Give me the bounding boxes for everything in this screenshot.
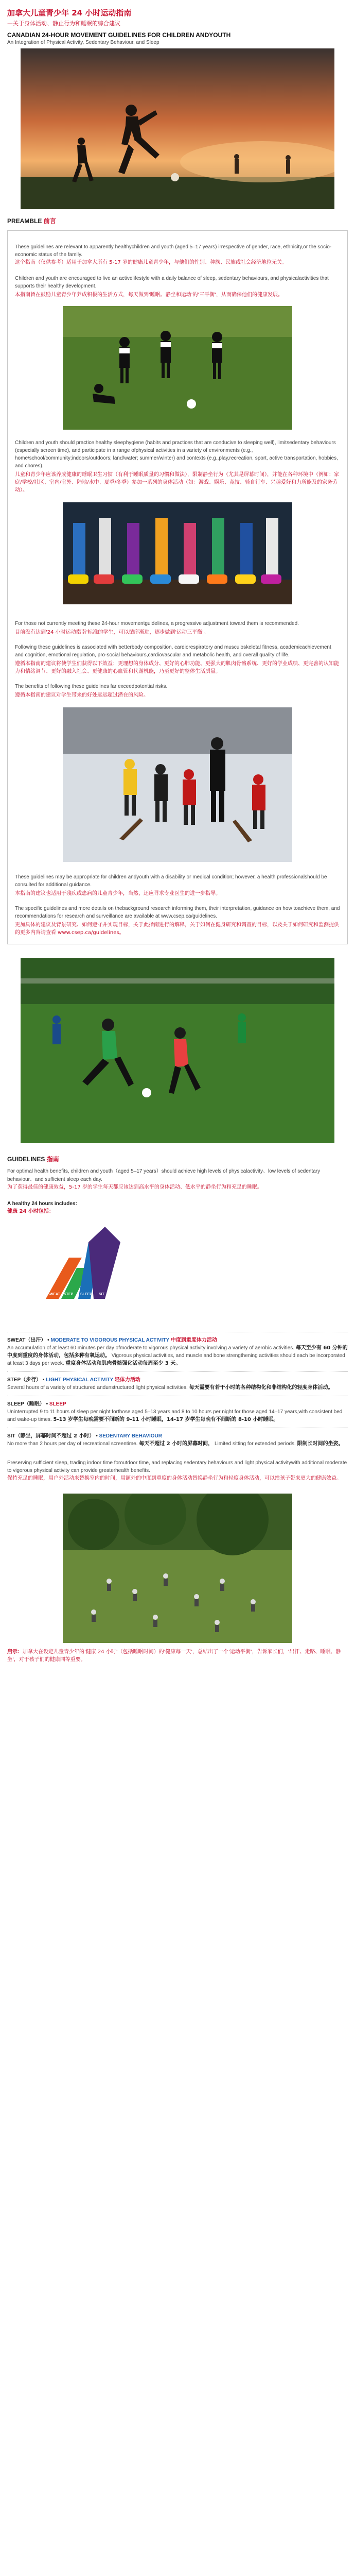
preamble-p4-cn: 目前没有达到'24 小时运动指南'标准的学生，可以循序渐进，逐步做到'运动三平衡'。 (15, 630, 209, 635)
item-body-en: Uninterrupted 9 to 11 hours of sleep per night forthose aged 5–13 years and 8 to 10 hours per night for those aged 14–17 years,with consistent bed and wake-up times. (7, 1409, 343, 1422)
item-body-cn: 每天不超过 2 小时的屏幕时间， (139, 1440, 214, 1447)
guidelines-intro-cn: 为了获得最佳的健康效益，5-17 岁的学生每天都应该达到高水平的身体活动、低水平的静坐行为和充足的睡眠。 (7, 1184, 262, 1190)
item-title-en: MODERATE TO VIGOROUS PHYSICAL ACTIVITY (50, 1337, 170, 1343)
footer-label: 启示： (7, 1649, 23, 1655)
item-body-en: An accumulation of at least 60 minutes per day ofmoderate to vigorous physical activity involving a variety of aerobic activities. (7, 1345, 295, 1351)
item-body2-cn: 限制长时间的坐姿。 (297, 1440, 344, 1447)
label-sleep: SLEEP (80, 1292, 92, 1296)
item-dot: • (96, 1433, 98, 1439)
preamble-p3-en: Children and youth should practice healthy sleephygiene (habits and practices that are conducive to sleeping well), limitsedentary behaviours (especially screen time), and participate in a range ofphysical activities in a variety of environments (e.g., home/school/community;indoors/outdoors; land/water; summer/winter) and contexts (e.g.,play,recreation, sport, active transportation, hobbies, and chores). (15, 440, 338, 469)
healthy-hours (7, 1201, 348, 1214)
guidelines-heading-cn: 指南 (46, 1156, 59, 1163)
preamble-p1-en: These guidelines are relevant to apparently healthychildren and youth (aged 5–17 years) irrespective of gender, race, ethnicity,or the socio-economic status of the family. (15, 244, 332, 258)
guidelines-heading (7, 1155, 348, 1163)
item-key-en: STEP (7, 1377, 21, 1383)
preamble-heading-cn: 前言 (43, 217, 56, 225)
photo-kids-colorful-shoes (63, 502, 292, 604)
healthy-hours-en: A healthy 24 hours includes: (7, 1200, 77, 1207)
preamble-p8-cn: 更加具体的建议及背景研究、如何遵守并实现目标，关于此指南进行的解释，关于如何在健身研究和调查的目标，以及关于如何研究和监测提供的更多内容请查看 www.csep.ca/guidelines。 (15, 922, 339, 936)
guideline-items (7, 1332, 348, 1452)
footer-note (7, 1648, 348, 1672)
preamble-p7-cn: 本指南的建议也适用于残疾或患病的儿童青少年，当然，还应寻求专业医生的进一步指导。 (15, 891, 221, 896)
item-key-en: SLEEP (7, 1401, 24, 1407)
item-key-cn: （步行） (21, 1377, 42, 1383)
item-body-en: Several hours of a variety of structured andunstructured light physical activities. (7, 1384, 188, 1391)
preamble-p6-cn: 遵循本指南的建议对学生带来的好处远远超过潜在的风险。 (15, 692, 149, 698)
item-body2-cn: 重度身体活动和肌肉骨骼强化活动每周至少 3 天。 (65, 1360, 181, 1366)
subtitle-cn: —关于身体活动、静止行为和睡眠的综合建议 (7, 20, 120, 27)
item-body-en: No more than 2 hours per day of recreational screentime. (7, 1440, 138, 1447)
guidelines-closing (7, 1459, 348, 1482)
item-title-en: SLEEP (49, 1401, 66, 1407)
photo-park-crowd (63, 1494, 292, 1643)
item-dot: • (42, 1377, 45, 1383)
item-dot: • (47, 1337, 49, 1343)
preamble-p1-cn: 这个指南（仅供参考）适用于加拿大所有 5-17 岁的健康儿童青少年，与他们的性别、种族、民族或社会经济地位无关。 (15, 260, 288, 265)
item-key-en: SIT (7, 1433, 15, 1439)
preamble-p6-en: The benefits of following these guidelines far exceedpotential risks. (15, 684, 168, 689)
preamble-p4-en: For those not currently meeting these 24-hour movementguidelines, a progressive adjustment toward them is recommended. (15, 621, 299, 626)
movement-24h-graphic (38, 1222, 136, 1309)
preamble-heading (7, 216, 348, 225)
hero-photo-soccer-sunset (21, 48, 334, 209)
closing-en: Preserving sufficient sleep, trading indoor time foroutdoor time, and replacing sedentary behaviours and light physical activitywith additional moderate to vigorous physical activity can provide greaterhealth benefits. (7, 1460, 347, 1473)
guideline-item-sweat (7, 1332, 348, 1371)
preamble-heading-en: PREAMBLE (7, 217, 42, 225)
preamble-p5-en: Following these guidelines is associated with betterbody composition, cardiorespiratory and musculoskeletal fitness, academicachievement and cognition, emotional regulation, pro-social behaviours,cardiovascular and metabolic health, and overall quality of life. (15, 645, 331, 658)
item-body2-en: Limited sitting for extended periods. (214, 1440, 296, 1447)
label-sweat: SWEAT (47, 1292, 60, 1296)
label-step: STEP (64, 1292, 74, 1296)
guideline-item-sleep (7, 1396, 348, 1428)
closing-cn: 保持充足的睡眠，用户外活动来替换室内的时间，用额外的中度到重度的身体活动替换静坐行为和轻度身体活动，可以给孩子带来更大的健康效益。 (7, 1475, 342, 1481)
preamble-p2-en: Children and youth are encouraged to live an activelifestyle with a daily balance of sleep, sedentary behaviours, and physicalactivities that supports their healthy development. (15, 276, 329, 289)
guideline-item-step (7, 1371, 348, 1396)
item-body-cn: 每天需要有若干小时的各种结构化和非结构化的轻度身体活动。 (189, 1384, 333, 1391)
title-en: CANADIAN 24-HOUR MOVEMENT GUIDELINES FOR CHILDREN ANDYOUTH (7, 31, 231, 39)
item-title-cn: 轻体力活动 (114, 1377, 140, 1383)
item-title-en: LIGHT PHYSICAL ACTIVITY (46, 1377, 114, 1383)
guidelines-intro (7, 1167, 348, 1192)
preamble-p5-cn: 遵循本指南的建议将使学生们获得以下效益：更理想的身体成分、更好的心肺功能、更强大的肌肉骨骼系统、更好的学业成绩、更完善的认知能力和情绪调节、更好的融入社会、更健康的心血管和代谢机能，乃至更好的整体生活质量。 (15, 661, 339, 674)
item-key-cn: （睡眠） (24, 1401, 45, 1407)
subtitle-en: An Integration of Physical Activity, Sedentary Behaviour, and Sleep (7, 40, 159, 45)
item-body-cn: 5-13 岁学生每晚需要不间断的 9-11 小时睡眠，14-17 岁学生每晚有不间断的 8-10 小时睡眠。 (53, 1416, 279, 1422)
guidelines-intro-en: For optimal health benefits, children and youth（aged 5–17 years）should achieve high levels of physicalactivity、low levels of sedentary behaviour、and sufficient sleep each day. (7, 1168, 321, 1182)
item-title-en: SEDENTARY BEHAVIOUR (99, 1433, 162, 1439)
preamble-p3-cn: 儿童和青少年应该养成健康的睡眠卫生习惯（有利于睡眠质量的习惯和做法），限制静坐行为（尤其是屏幕时间），并能在各种环境中（例如：家庭/学校/社区、室内/室外、陆地/水中、夏季/冬季）参加一系列的身体活动（如：游戏、娱乐、竞技、骑自行车、兴趣爱好和力所能及的家务劳动）。 (15, 472, 339, 493)
article-header (0, 0, 355, 45)
preamble-p8-en: The specific guidelines and more details on thebackground research informing them, their interpretation, guidance on how toachieve them, and recommendations for research and surveillance are available at www.csep.ca/guidelines. (15, 906, 340, 919)
photo-soccer-match-field (21, 958, 334, 1143)
title-cn: 加拿大儿童青少年 24 小时运动指南 (7, 8, 132, 18)
photo-kids-soccer-field (63, 306, 292, 430)
item-key-cn: （出汗） (25, 1337, 46, 1343)
item-key-en: SWEAT (7, 1337, 26, 1343)
item-body-cn: 每天至少有 60 分钟的中度到重度的身体活动，包括多种有氧运动。 (7, 1345, 348, 1359)
healthy-hours-cn: 健康 24 小时包括： (7, 1208, 54, 1214)
item-title-cn: 中度到重度体力活动 (170, 1337, 217, 1343)
preamble-p2-cn: 本指南旨在鼓励儿童青少年养成积极的生活方式，每天做到'睡眠、静坐和运动'的'三平衡'，从而确保他们的健康发展。 (15, 292, 283, 298)
guidelines-heading-en: GUIDELINES (7, 1156, 45, 1163)
preamble-p7-en: These guidelines may be appropriate for children andyouth with a disability or medical condition; however, a health professionalshould be consulted for additional guidance. (15, 874, 327, 888)
item-key-cn: （静坐，屏幕时间不超过 2 小时） (15, 1433, 95, 1439)
guideline-item-sit (7, 1428, 348, 1452)
footer-text: 加拿大在设定儿童青少年的'健康 24 小时'（包括睡眠时间）的'健康每一天'，总结出了一个'运动平衡'，告诉家长们，'出汗、走路、睡眠、静坐'，对于孩子们的健康同等重要。 (7, 1649, 341, 1663)
item-body2-en: Vigorous physical activities, and muscle and bone strengthening activities should each be incorporated at least 3 days per week. (7, 1352, 345, 1366)
label-sit: SIT (99, 1292, 104, 1296)
preamble-box (7, 230, 348, 944)
item-dot: • (46, 1401, 48, 1407)
photo-kids-ice-hockey (63, 707, 292, 862)
